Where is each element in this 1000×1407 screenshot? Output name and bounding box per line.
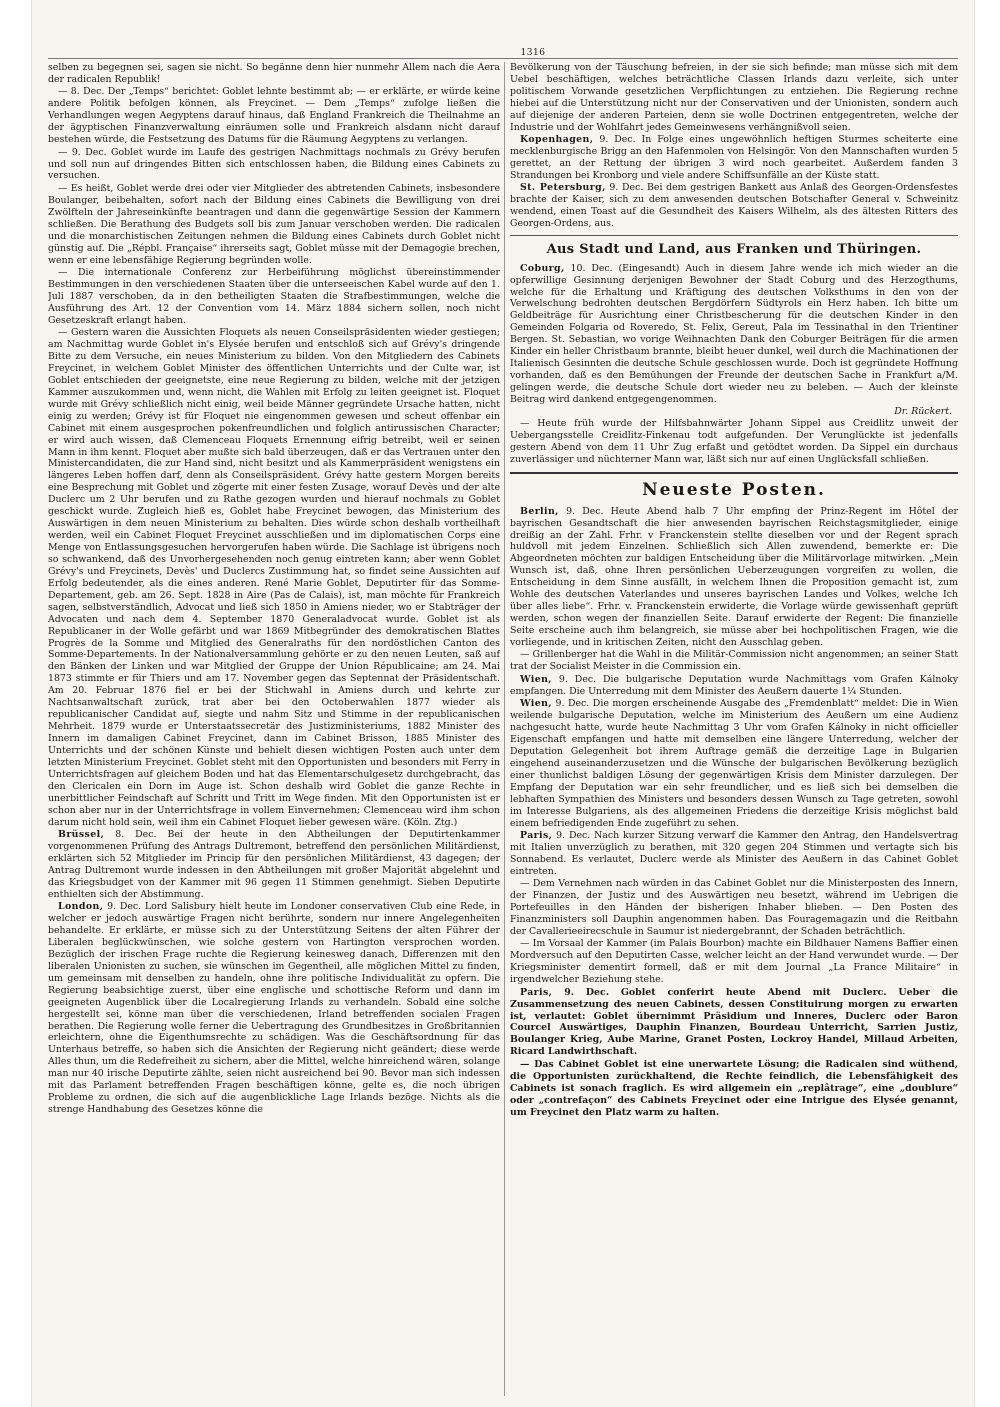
article-paragraph [48, 829, 500, 901]
article-text: 9. Dec. Bei dem gestrigen Bankett aus Anlaß des Georgen-Ordensfestes brachte der Kaiser, sich zu dem anwesenden deutschen Botschafter General v. Schweinitz wendend, einen Toast auf die Gesundheit des Kaisers Wilhelm, als des ältesten Ritters des Georgen-Ordens, aus. [510, 182, 958, 230]
article-text: 9. Dec. Die bulgarische Deputation wurde Nachmittags vom Grafen Kálnoky empfangen. Die Unterredung mit dem Minister des Aeußern dauerte 1¼ Stunden. [510, 673, 958, 697]
dateline: London, [58, 901, 104, 913]
article-text: 9. Dec. In Folge eines ungewöhnlich heftigen Sturmes scheiterte eine mecklenburgische Brigg an den Hafenmolen von Helsingör. Von den Mannschaften wurden 5 gerettet, an der Rettung der übrigen 3 wird noch gearbeitet. Außerdem fanden 3 Strandungen bei Kronborg und viele andere Schiffsunfälle an der Küste statt. [510, 134, 958, 181]
dateline: Brüssel, [58, 829, 105, 840]
dateline: Paris, [520, 829, 553, 841]
article-paragraph: — Heute früh wurde der Hilfsbahnwärter Johann Sippel aus Creidlitz unweit der Uebergangsstelle Creidlitz-Finkenau todt aufgefunden. Der Verunglückte ist jedenfalls gestern Abend von dem 11 Uhr Zug erfaßt und getödtet worden. Da Sippel ein durchaus zuverlässiger und nüchterner Mann war, läßt sich nur auf einen Unglücksfall schließen. [510, 418, 958, 466]
column-divider [504, 62, 505, 1396]
article-paragraph [48, 901, 500, 1116]
article-paragraph [510, 674, 958, 698]
dateline: Coburg, [520, 262, 565, 274]
article-text: 9. Dec. Nach kurzer Sitzung verwarf die Kammer den Antrag, den Handelsvertrag mit Italien unverzüglich zu berathen, mit 320 gegen 204 Stimmen und vertagte sich bis Sonnabend. Es verlautet, Duclerc werde als Minister des Aeußern in das Cabinet Goblet eintreten. [510, 829, 958, 877]
article-text: 9. Dec. Lord Salisbury hielt heute im Londoner conservativen Club eine Rede, in welcher er jedoch auswärtige Fragen nicht berührte, sondern nur innere Angelegenheiten behandelte. Er erklärte, er müsse sich zu der Unterstützung Seitens der alten Führer der Liberalen beglückwünschen, wie solche gestern von Hartington versprochen worden. Bezüglich der irischen Frage ruchte die Regierung keinesweg danach, Differenzen mit den liberalen Unionisten zu suchen, sie wünschen im Gegentheil, alle möglichen Mittel zu finden, um gemeinsam mit denselben zu handeln, ohne ihre politische Individualität zu opfern. Die Regierung beabsichtige zuerst, über eine englische und schottische Reform und dann im geeigneten Augenblick über die Localregierung Irlands zu verhandeln. Sobald eine solche hergestellt sei, könne man über die verschiedenen, Irland betreffenden socialen Fragen berathen. Die Regierung wolle ferner die Uebertragung des Grundbesitzes in Großbritannien erleichtern, ohne die Eigenthumsrechte zu schädigen. Was die Geschäftsordnung für das Unterhaus betreffe, so haben sich die Ansichten der Regierung nicht geändert; diese werde Alles thun, um die Redefreiheit zu sichern, aber die Mittel, welche hinreichend wären, solange man nur 40 irische Deputirte zählte, seien nicht ausreichend bei 90. Bevor man sich indessen mit das Parlament betreffenden Fragen beschäftigen könne, gelte es, die noch übrigen Probleme zu ordnen, die sich auf die augenblickliche Lage Irlands bezöge. Nichts als die strenge Handhabung des Gesetzes könne die [48, 901, 500, 1116]
article-paragraph [510, 698, 958, 829]
article-paragraph: — Gestern waren die Aussichten Floquets als neuen Conseilspräsidenten wieder gestiegen; am Nachmittag wurde Goblet in's Elysée berufen und entschloß sich auf Grévy's dringende Bitte zu dem Versuche, ein neues Ministerium zu bilden. Von den Mitgliedern des Cabinets Freycinet, in welchem Goblet Minister des öffentlichen Unterrichts und der Culte war, ist Goblet entschieden der geeignetste, eine neue Regierung zu bilden, welche mit der jetzigen Kammer auszukommen und, wenn nicht, die Wahlen mit Erfolg zu leiten geeignet ist. Floquet wurde mit Grévy schließlich nicht einig, weil beide Männer gegründete Ursache hatten, nicht einig zu werden; Grévy ist für Floquet nie eingenommen gewesen und scheut offenbar ein Cabinet mit einem ausgesprochen pokenfreundlichen und folglich antirussischen Character; er wird auch wissen, daß Clemenceau Floquets Ernennung eifrig betreibt, weil er seinen Mann in ihm kennt. Floquet aber mußte sich bald überzeugen, daß er das Vertrauen unter den Ministercandidaten, die zur Hand sind, nicht besitzt und als Kammerpräsident wenigstens ein längeres Leben hoffen darf, denn als Conseilspräsident. Grévy hatte gestern Morgen bereits eine Besprechung mit Goblet und zögerte mit einer festen Zusage, worauf Devès und der alte Duclerc um 2 Uhr berufen und zu Rathe gezogen wurden und hierauf nochmals zu Goblet geschickt wurde. Zugleich hieß es, Goblet habe Freycinet bewogen, das Ministerium des Auswärtigen in dem neuen Ministerium zu behalten. Dies würde schon deshalb vortheilhaft werden, weil ein Cabinet Floquet Freycinet ausschließen und im diplomatischen Corps eine Menge von Entlassungsgesuchen hervorgerufen haben würde. Die Sachlage ist übrigens noch so schwankend, daß des Unvorhergesehenden noch genug eintreten kann; aber wenn Goblet Grévy's und Freycinets, Devès' und Duclercs Zustimmung hat, so findet seine Aussichten auf Erfolg bedeutender, als die eines anderen. René Marie Goblet, Deputirter für das Somme-Departement, geb. am 26. Sept. 1828 in Aire (Pas de Calais), ist, man möchte für Frankreich sagen, selbstverständlich, Advocat und ließ sich 1850 in Amiens nieder, wo er Stabträger der Advocaten und nach dem 4. September 1870 Generaladvocat wurde. Goblet ist als Republicaner in der Wolle gefärbt und war 1869 Mitbegründer des demokratischen Blattes Progrès de la Somme und Mitglied des Generalraths für den nordöstlichen Canton des Somme-Departements. In der Nationalversammlung gehörte er zu den neuen Leuten, saß auf den Bänken der Linken und war Mitglied der Gruppe der Union Républicaine; am 24. Mai 1873 stimmte er für Thiers und am 17. November gegen das Septennat der Präsidentschaft. Am 20. Februar 1876 fiel er bei der Stichwahl in Amiens durch und kehrte zur Nachtsanwaltschaft zurück, trat aber bei den Octoberwahlen 1877 wieder als republicanischer Candidat auf, siegte und nahm Sitz und Stimme in der republicanischen Mehrheit. 1879 wurde er Unterstaatssecretär des Justizministeriums, 1882 Minister des Innern im damaligen Cabinet Freycinet, dann im Cabinet Brisson, 1885 Minister des Unterrichts und der schönen Künste und behielt diesen wichtigen Posten auch unter dem letzten Ministerium Freycinet. Goblet steht mit den Opportunisten und besonders mit Ferry in Unterrichtsfragen auf gleichem Boden und hat das Elementarschulgesetz durchgebracht, das den Clericalen ein Dorn im Auge ist. Schon deshalb wird Goblet die ganze Rechte in unerbittlicher Feindschaft auf Schritt und Tritt im Wege finden. Mit den Opportunisten ist er schon aber nur in der Unterrichtsfrage in vollem Einvernehmen; Clemenceau wird ihm schon darum nicht hold sein, weil ihm ein Cabinet Floquet lieber gewesen wäre. (Köln. Ztg.) [48, 327, 500, 828]
article-signature: Dr. Rückert. [894, 406, 952, 418]
left-column [48, 62, 500, 1396]
article-paragraph [510, 506, 958, 649]
section-rule [510, 472, 958, 474]
section-heading-latest-news: Neueste Posten. [642, 480, 826, 501]
header-rule [48, 58, 958, 59]
dateline: Wien, [520, 673, 552, 685]
article-paragraph: — 8. Dec. Der „Temps“ berichtet: Goblet lehnte bestimmt ab; — er erklärte, er würde keine andere Politik befolgen können, als Freycinet. — Dem „Temps“ zufolge ließen die Verhandlungen wegen Aegyptens darauf hinaus, daß England Frankreich die Theilnahme an der ägyptischen Finanzverwaltung einräumen solle und Frankreich alsdann nicht darauf bestehen würde, die Festsetzung des Datums für die Räumung Aegyptens zu verlangen. [48, 86, 500, 146]
dateline: Kopenhagen, [520, 134, 594, 146]
article-paragraph: — 9. Dec. Goblet wurde im Laufe des gestrigen Nachmittags nochmals zu Grévy berufen und soll nun auf dringendes Bitten sich entschlossen haben, die Bildung eines Cabinets zu versuchen. [48, 146, 500, 182]
article-paragraph [510, 830, 958, 878]
article-paragraph: — Die internationale Conferenz zur Herbeiführung möglichst übereinstimmender Bestimmungen in den verschiedenen Staaten über die unterseeischen Kabel wurde auf den 1. Juli 1887 verschoben, da in den betheiligten Staaten die Strafbestimmungen, welche die Ausführung des Art. 12 der Convention vom 14. März 1884 sichern sollen, noch nicht Gesetzeskraft erlangt haben. [48, 266, 500, 326]
section-rule [510, 235, 958, 236]
article-paragraph: — Dem Vernehmen nach würden in das Cabinet Goblet nur die Ministerposten des Innern, der Finanzen, der Justiz und des Auswärtigen neu besetzt, während im Uebrigen die Portefeuilles in den Händen der bisherigen Inhaber blieben. — Den Posten des Finanzministers soll Dauphin angenommen haben. Das Fouragemagazin und die Reitbahn der Cavallerieeirecschule in Saumur ist niedergebrannt, der Schaden beträchtlich. [510, 878, 958, 937]
article-text: 9. Dec. Die morgen erscheinende Ausgabe des „Fremdenblatt“ meldet: Die in Wien weilende bulgarische Deputation, welche im Ministerium des Aeußern um eine Audienz nachgesucht hatte, wurde heute Nachmittag 3 Uhr vom Grafen Kálnoky in nicht officieller Eigenschaft empfangen und hatte mit demselben eine längere Unterredung, welcher der Deputation Gelegenheit bot ihrem Auftrage gemäß die derzeitige Lage in Bulgarien eingehend auseinanderzusetzen und die Wünsche der bulgarischen Bevölkerung bezüglich einer thunlichst baldigen Lösung der gegenwärtigen Krisis dem Minister darzulegen. Der Empfang der Deputation war ein sehr freundlicher, und es ließ sich bei demselben die lebhaften Sympathien des Ministers und besonders dessen Wunsch zu Tage getreten, sowohl im Interesse Bulgariens, als des allgemeinen Friedens die derzeitige Krisis möglichst bald einem befriedigenden Ende zugeführt zu sehen. [510, 698, 958, 829]
article-text: 8. Dec. Bei der heute in den Abtheilungen der Deputirtenkammer vorgenommenen Prüfung des Antrags Dultremont, betreffend den persönlichen Militärdienst, erklärten sich 52 Mitglieder im Princip für den persönlichen Militärdienst, 43 dagegen; der Antrag Dultremont wurde indessen in den Abtheilungen mit großer Majorität abgelehnt und das Kriegsbudget von der Kammer mit 96 gegen 11 Stimmen genehmigt. Sieben Deputirte enthielten sich der Abstimmung. [48, 829, 500, 900]
page-number: 1316 [520, 48, 546, 58]
article-paragraph [510, 263, 958, 406]
article-paragraph: selben zu begegnen sei, sagen sie nicht. So begänne denn hier nunmehr Allem nach die Aera der radicalen Republik! [48, 62, 500, 85]
article-paragraph: — Es heißt, Goblet werde drei oder vier Mitglieder des abtretenden Cabinets, insbesondere Boulanger, beibehalten, sofort nach der Bildung eines Cabinets die Bewilligung von drei Zwölfteln der Jahreseinkünfte beantragen und dann die gegenwärtige Session der Kammern schließen. Die Berathung des Budgets soll bis zum Januar verschoben werden. Die radicalen und die monarchistischen Zeitungen nehmen die Bildung eines Cabinets durch Goblet nicht günstig auf. Die „Répbl. Française“ ihrerseits sagt, Goblet müsse mit der Demagogie brechen, wenn er eine lebensfähige Regierung begründen wolle. [48, 182, 500, 266]
dateline: St. Petersburg, [520, 182, 606, 194]
article-paragraph [510, 182, 958, 230]
scan-margin-left [0, 0, 32, 1407]
article-paragraph [510, 134, 958, 182]
article-paragraph: — Im Vorsaal der Kammer (im Palais Bourbon) machte ein Bildhauer Namens Baffier einen Mordversuch auf den Deputirten Casse, welcher leicht an der Hand verwundet wurde. — Der Kriegsminister dementirt formell, daß er mit dem Journal „La France Militaire“ in irgendwelcher Beziehung stehe. [510, 938, 958, 986]
section-heading-regional: Aus Stadt und Land, aus Franken und Thüringen. [546, 242, 922, 258]
article-paragraph [510, 987, 958, 1059]
right-column [510, 62, 958, 1396]
article-paragraph: Bevölkerung von der Täuschung befreien, in der sie sich befinde; man müsse sich mit dem Uebel beschäftigen, welches beträchtliche Classen Irlands dazu verleite, sich unter politischem Vorwande gesetzlichen Verpflichtungen zu entziehen. Die Regierung rechne hiebei auf die Unterstützung nicht nur der Conservativen und der Unionisten, sondern auch auf diejenige der anderen Parteien, denn sie wolle Doctrinen entgegentreten, welche der Industrie und der Wohlfahrt jedes Gemeinwesens verhängnißvoll seien. [510, 62, 958, 133]
newspaper-page [32, 0, 974, 1407]
article-paragraph: — Das Cabinet Goblet ist eine unerwartete Lösung; die Radicalen sind wüthend, die Opportunisten zurückhaltend, die Rechte feindlich, die Lebensfähigkeit des Cabinets ist sonach fraglich. Es wird allgemein ein „replâtrage“, eine „doublure“ oder „contrefaçon“ des Cabinets Freycinet oder eine Intrigue des Elysée genannt, um Freycinet den Platz warm zu halten. [510, 1058, 958, 1118]
scan-margin-right [974, 0, 1000, 1407]
dateline: Wien, [520, 698, 552, 710]
article-text: 9. Dec. Heute Abend halb 7 Uhr empfing der Prinz-Regent im Hôtel der bayrischen Gesandtschaft die hier anwesenden bayrischen Reichstagsmitglieder, einige dreißig an der Zahl. Frhr. v Franckenstein stellte dieselben vor und der Regent sprach huldvoll mit jedem Einzelnen. Schließlich sich Allen zuwendend, bemerkte er: Die Abgeordneten möchten zur baldigen Entscheidung über die Militärvorlage mitwirken. „Mein Wunsch ist, daß, ohne Ihren persönlichen Ueberzeugungen vorgreifen zu wollen, die Entscheidung in dem Sinne ausfällt, in welchem Ihnen die Proposition gemacht ist, zum Wohle des deutschen Vaterlandes und unseres bayrischen Landes und Volkes, welche Ich über alles liebe“. Frhr. v. Franckenstein erwiderte, die Vorlage würde gewissenhaft geprüft werden, schon wegen der finanziellen Seite. Darauf erwiderte der Regent: Die finanzielle Seite erscheine auch ihm belangreich, sie müsse aber bei hochpolitischen Fragen, wie die vorliegende, und in kritischen Zeiten, nicht den Ausschlag geben. [510, 505, 958, 648]
dateline: Paris, [520, 986, 553, 998]
article-text: 9. Dec. Goblet conferirt heute Abend mit Duclerc. Ueber die Zusammensetzung des neuen Cabinets, dessen Constituirung morgen zu erwarten ist, verlautet: Goblet übernimmt Präsidium und Inneres, Duclerc oder Baron Courcel Auswärtiges, Dauphin Finanzen, Bourdeau Unterricht, Sarrien Justiz, Boulanger Krieg, Aube Marine, Granet Posten, Lockroy Handel, Millaud Arbeiten, Ricard Landwirthschaft. [510, 986, 958, 1058]
article-paragraph: — Grillenberger hat die Wahl in die Militär-Commission nicht angenommen; an seiner Statt trat der Socialist Meister in die Commission ein. [510, 649, 958, 673]
dateline: Berlin, [520, 505, 559, 517]
article-text: 10. Dec. (Eingesandt) Auch in diesem Jahre wende ich mich wieder an die opferwillige Gesinnung derjenigen Bewohner der Stadt Coburg und des Herzogthums, welche für die Erhaltung und Kräftigung des deutschen Volksthums in den von der Verwelschung bedrohten deutschen Bergdörfern Südtyrols ein Herz haben. Ich bitte um Geldbeiträge für Ausrichtung einer Christbescherung für die deutschen Kinder in den Gemeinden Folgaria od Roveredo, St. Felix, Gereut, Pala im Tessinathal in den Trientiner Bergen. St. Sebastian, wo vorige Weihnachten Dank den Coburger Beiträgen für die armen Kinder ein heller Christbaum brannte, bleibt heuer dunkel, weil durch die Machinationen der Italienisch Gesinnten die deutsche Schule geschlossen wurde. Doch ist gegründete Hoffnung vorhanden, daß es den Bemühungen der Freunde der deutschen Sache in Frankfurt a/M. gelingen werde, die deutsche Schule dort wieder neu zu beleben. — Auch der kleinste Beitrag wird dankend entgegengenommen. [510, 262, 958, 405]
